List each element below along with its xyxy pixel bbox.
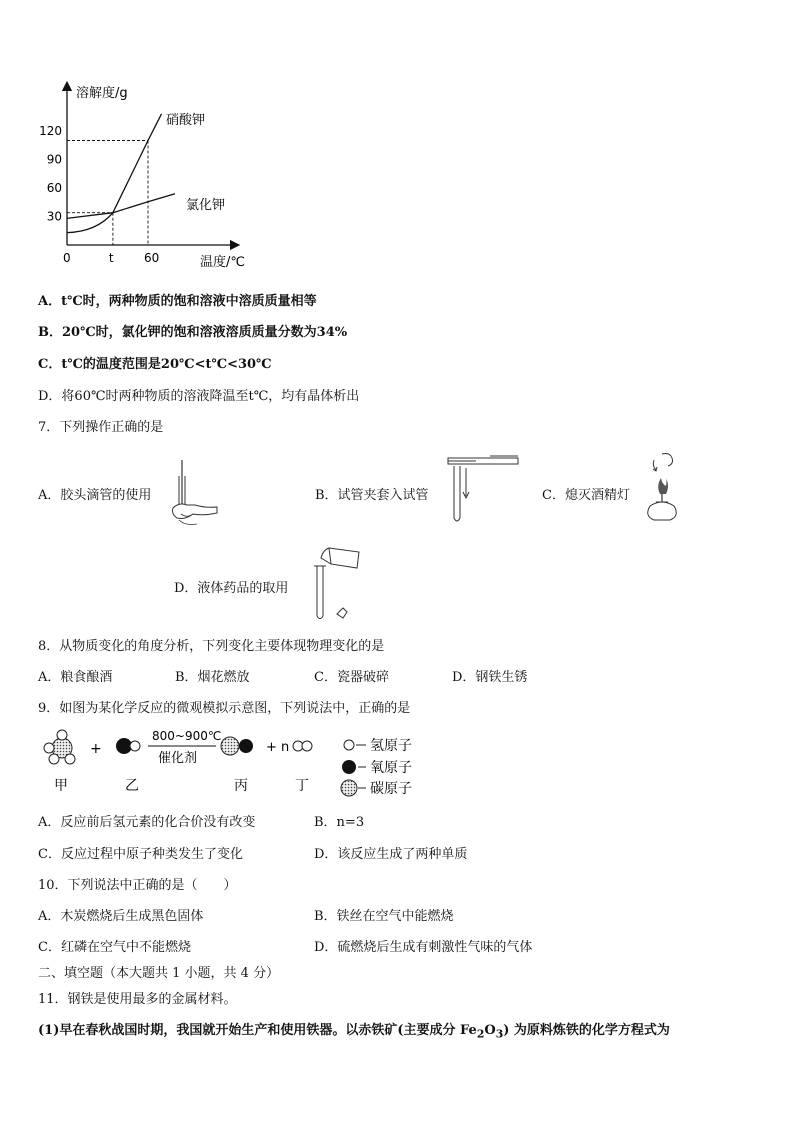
plus-n-label: + n: [266, 740, 290, 755]
q8-option-d: D．钢铁生锈: [452, 670, 528, 685]
legend-carbon: 碳原子: [370, 781, 412, 797]
q7-option-b: B．试管夹套入试管: [315, 488, 429, 503]
q6-option-c: C．t℃的温度范围是20℃<t℃<30℃: [38, 357, 272, 372]
plus-sign: +: [90, 741, 102, 757]
series-line-kno3: [67, 114, 162, 233]
q10-option-c: C．红磷在空气中不能燃烧: [38, 940, 191, 955]
q11-sub-3: 3: [495, 1027, 504, 1041]
reaction-diagram: [38, 726, 438, 800]
q11-part1-suffix: ) 为原料炼铁的化学方程式为: [503, 1023, 670, 1038]
q11-part1-prefix: (1)早在春秋战国时期，我国就开始生产和使用铁器。以赤铁矿(主要成分 Fe: [38, 1023, 477, 1038]
test-tube-clamp-illustration: [446, 452, 522, 528]
q11-sub-2: 2: [476, 1027, 485, 1041]
molecule-jia: [44, 730, 75, 764]
q7-option-c: C．熄灭酒精灯: [542, 488, 630, 503]
q7-option-a: A．胶头滴管的使用: [38, 488, 152, 503]
label-ding: 丁: [295, 778, 309, 794]
molecule-bing: [221, 737, 253, 755]
reaction-condition-temp: 800~900℃: [152, 729, 222, 743]
dropper-illustration: [165, 458, 225, 528]
x-tick-label: 0: [63, 251, 71, 265]
solubility-chart: [30, 80, 260, 275]
q10-stem: 10．下列说法中正确的是（ ）: [38, 878, 237, 893]
q9-option-d: D．该反应生成了两种单质: [314, 847, 468, 862]
reaction-condition-catalyst: 催化剂: [158, 751, 198, 766]
q6-option-a: A．t℃时，两种物质的饱和溶液中溶质质量相等: [38, 294, 317, 309]
q9-option-a: A．反应前后氢元素的化合价没有改变: [38, 815, 256, 830]
series-label-kcl: 氯化钾: [186, 198, 226, 213]
q8-option-b: B．烟花燃放: [175, 670, 250, 685]
legend-oxygen: 氧原子: [370, 760, 412, 776]
q8-option-c: C．瓷器破碎: [314, 670, 389, 685]
q11-stem: 11．钢铁是使用最多的金属材料。: [38, 992, 237, 1007]
molecule-yi: [116, 738, 140, 754]
y-tick-label: 90: [46, 152, 62, 167]
molecule-ding: [293, 741, 312, 751]
q10-option-a: A．木炭燃烧后生成黑色固体: [38, 909, 204, 924]
x-tick-label: t: [108, 251, 114, 265]
y-tick-label: 30: [46, 209, 62, 224]
q7-stem: 7．下列操作正确的是: [38, 420, 164, 435]
series-label-kno3: 硝酸钾: [166, 113, 206, 128]
alcohol-lamp-illustration: [640, 450, 686, 528]
q6-option-b: B．20℃时，氯化钾的饱和溶液溶质质量分数为34%: [38, 325, 348, 340]
q9-option-b: B．n=3: [314, 815, 365, 830]
q9-stem: 9．如图为某化学反应的微观模拟示意图，下列说法中，正确的是: [38, 701, 411, 716]
q8-stem: 8．从物质变化的角度分析，下列变化主要体现物理变化的是: [38, 639, 385, 654]
y-axis-label: 溶解度/g: [76, 86, 128, 101]
label-jia: 甲: [54, 778, 68, 794]
q10-option-d: D．硫燃烧后生成有刺激性气味的气体: [314, 940, 533, 955]
label-bing: 丙: [234, 778, 248, 794]
q11-part1: [38, 1019, 670, 1041]
liquid-pouring-illustration: [303, 546, 367, 622]
q7-option-d: D．液体药品的取用: [174, 581, 289, 596]
atom-legend: [341, 738, 412, 797]
section-2-heading: 二、填空题（本大题共 1 小题，共 4 分）: [38, 966, 280, 981]
q9-option-c: C．反应过程中原子种类发生了变化: [38, 847, 243, 862]
q8-option-a: A．粮食酿酒: [38, 670, 113, 685]
legend-hydrogen: 氢原子: [370, 738, 412, 754]
y-tick-label: 60: [46, 181, 62, 195]
x-axis-label: 温度/℃: [200, 255, 245, 270]
x-tick-label: 60: [144, 251, 160, 265]
q6-option-d: D．将60℃时两种物质的溶液降温至t℃，均有晶体析出: [38, 389, 360, 404]
q10-option-b: B．铁丝在空气中能燃烧: [314, 909, 454, 924]
label-yi: 乙: [125, 778, 139, 794]
q11-part1-o: O: [484, 1023, 496, 1038]
y-tick-label: 120: [39, 124, 62, 138]
